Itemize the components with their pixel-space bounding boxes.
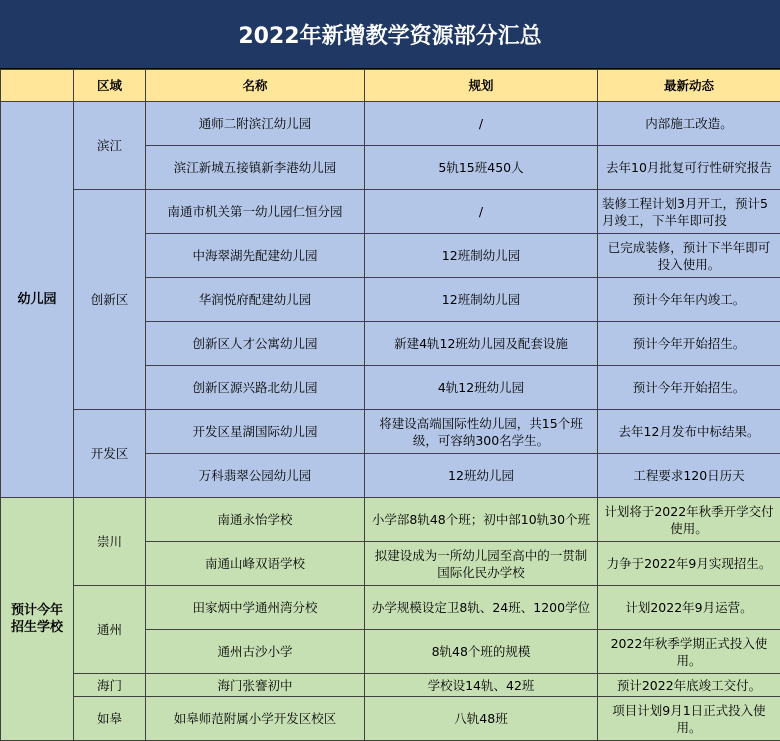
category-schools: 预计今年招生学校 <box>1 498 74 741</box>
region-cell: 开发区 <box>74 410 146 498</box>
status-cell: 装修工程计划3月开工，预计5月竣工，下半年即可投 <box>598 190 780 234</box>
plan-cell: 办学规模设定卫8轨、24班、1200学位 <box>365 586 598 630</box>
header-blank <box>1 70 74 102</box>
plan-cell: 将建设高端国际性幼儿园，共15个班级，可容纳300名学生。 <box>365 410 598 454</box>
status-cell: 计划将于2022年秋季开学交付使用。 <box>598 498 780 542</box>
plan-cell: 八轨48班 <box>365 697 598 741</box>
status-cell: 工程要求120日历天 <box>598 454 780 498</box>
plan-cell: 新建4轨12班幼儿园及配套设施 <box>365 322 598 366</box>
name-cell: 开发区星湖国际幼儿园 <box>146 410 365 454</box>
plan-cell: 小学部8轨48个班；初中部10轨30个班 <box>365 498 598 542</box>
status-cell: 计划2022年9月运营。 <box>598 586 780 630</box>
status-cell: 去年12月发布中标结果。 <box>598 410 780 454</box>
region-cell: 通州 <box>74 586 146 674</box>
name-cell: 创新区源兴路北幼儿园 <box>146 366 365 410</box>
plan-cell: 拟建设成为一所幼儿园至高中的一贯制国际化民办学校 <box>365 542 598 586</box>
region-cell: 创新区 <box>74 190 146 410</box>
header-row <box>1 70 780 102</box>
name-cell: 通师二附滨江幼儿园 <box>146 102 365 146</box>
table-row <box>1 674 780 697</box>
table-row <box>1 498 780 542</box>
plan-cell: 5轨15班450人 <box>365 146 598 190</box>
plan-cell: / <box>365 102 598 146</box>
status-cell: 预计今年年内竣工。 <box>598 278 780 322</box>
name-cell: 如皋师范附属小学开发区校区 <box>146 697 365 741</box>
table-row <box>1 410 780 454</box>
name-cell: 华润悦府配建幼儿园 <box>146 278 365 322</box>
status-cell: 项目计划9月1日正式投入使用。 <box>598 697 780 741</box>
page-title: 2022年新增教学资源部分汇总 <box>0 0 780 69</box>
status-cell: 预计今年开始招生。 <box>598 366 780 410</box>
header-plan: 规划 <box>365 70 598 102</box>
name-cell: 滨江新城五接镇新李港幼儿园 <box>146 146 365 190</box>
plan-cell: 12班幼儿园 <box>365 454 598 498</box>
plan-cell: 学校设14轨、42班 <box>365 674 598 697</box>
table-row <box>1 190 780 234</box>
name-cell: 南通市机关第一幼儿园仁恒分园 <box>146 190 365 234</box>
status-cell: 力争于2022年9月实现招生。 <box>598 542 780 586</box>
name-cell: 南通永怡学校 <box>146 498 365 542</box>
category-kindergarten: 幼儿园 <box>1 102 74 498</box>
region-cell: 海门 <box>74 674 146 697</box>
status-cell: 预计今年开始招生。 <box>598 322 780 366</box>
name-cell: 田家炳中学通州湾分校 <box>146 586 365 630</box>
header-name: 名称 <box>146 70 365 102</box>
status-cell: 2022年秋季学期正式投入使用。 <box>598 630 780 674</box>
table-row <box>1 102 780 146</box>
header-status: 最新动态 <box>598 70 780 102</box>
table-row <box>1 586 780 630</box>
status-cell: 已完成装修，预计下半年即可投入使用。 <box>598 234 780 278</box>
name-cell: 中海翠湖先配建幼儿园 <box>146 234 365 278</box>
plan-cell: 4轨12班幼儿园 <box>365 366 598 410</box>
name-cell: 南通山峰双语学校 <box>146 542 365 586</box>
status-cell: 去年10月批复可行性研究报告 <box>598 146 780 190</box>
table-row <box>1 697 780 741</box>
name-cell: 海门张謇初中 <box>146 674 365 697</box>
header-region: 区域 <box>74 70 146 102</box>
name-cell: 通州古沙小学 <box>146 630 365 674</box>
plan-cell: 12班制幼儿园 <box>365 234 598 278</box>
plan-cell: 8轨48个班的规模 <box>365 630 598 674</box>
status-cell: 预计2022年底竣工交付。 <box>598 674 780 697</box>
plan-cell: / <box>365 190 598 234</box>
resource-table <box>0 69 780 741</box>
name-cell: 创新区人才公寓幼儿园 <box>146 322 365 366</box>
status-cell: 内部施工改造。 <box>598 102 780 146</box>
name-cell: 万科翡翠公园幼儿园 <box>146 454 365 498</box>
region-cell: 滨江 <box>74 102 146 190</box>
region-cell: 崇川 <box>74 498 146 586</box>
region-cell: 如皋 <box>74 697 146 741</box>
plan-cell: 12班制幼儿园 <box>365 278 598 322</box>
